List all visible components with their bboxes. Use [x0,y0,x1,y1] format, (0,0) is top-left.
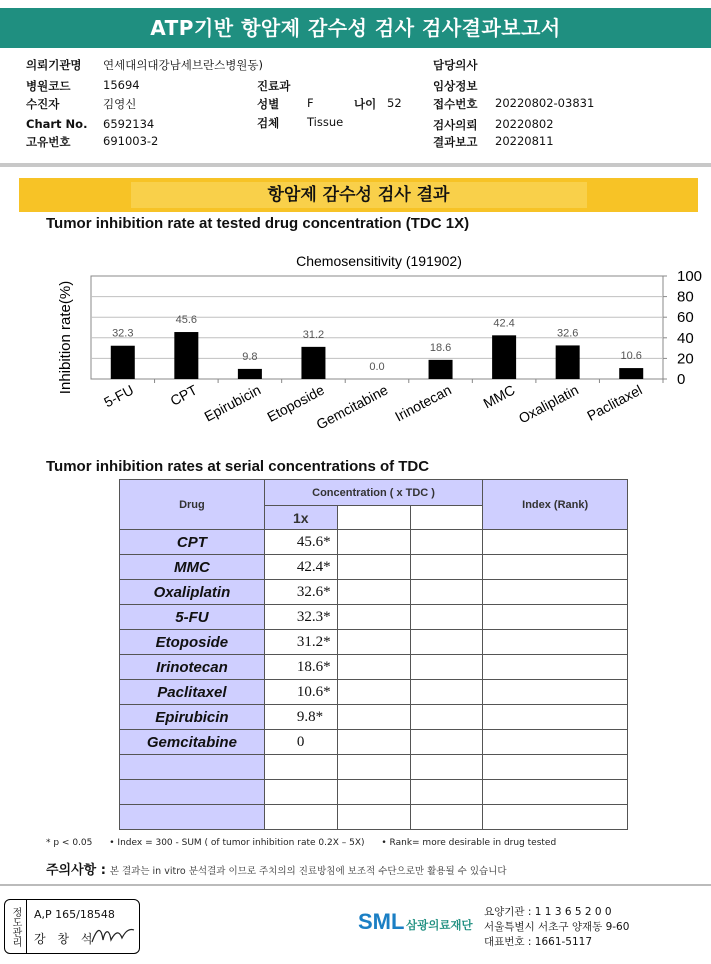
drug-name: Gemcitabine [120,730,265,755]
conc-1x-value [264,805,337,830]
index-rank-cell [483,630,628,655]
quality-control-stamp [4,899,140,954]
bar [619,368,643,379]
accession-value: 20220802-03831 [495,96,595,110]
conc-empty-cell [410,530,483,555]
conc-empty-cell [410,780,483,805]
bar [174,332,198,379]
index-rank-cell [483,655,628,680]
data-label: 18.6 [429,341,452,354]
table-row [120,605,628,630]
concentration-table [119,479,628,830]
index-rank-cell [483,680,628,705]
report-date-label: 결과보고 [433,135,478,149]
table-row [120,730,628,755]
patient-value: 김영신 [103,97,137,111]
index-rank-cell [483,780,628,805]
signature-icon [89,922,137,948]
clinical-label: 임상정보 [433,79,478,93]
index-rank-cell [483,805,628,830]
sex-label: 성별 [257,97,280,111]
x-tick-label: CPT [167,381,200,409]
conc-empty-cell [337,805,410,830]
drug-name: Epirubicin [120,705,265,730]
y-tick-label: 80 [677,288,694,306]
y-tick-label: 100 [677,268,703,285]
conc-empty-cell [337,705,410,730]
conc-1x-value [264,755,337,780]
conc-empty-cell [337,780,410,805]
data-label: 10.6 [620,350,642,363]
index-rank-cell [483,530,628,555]
age-value: 52 [387,96,402,110]
y-tick-label: 20 [677,350,694,368]
conc-empty-cell [410,730,483,755]
table-row [120,655,628,680]
drug-name [120,805,265,830]
index-note: • Index = 300 - SUM ( of tumor inhibition rate 0.2X – 5X) [109,838,365,848]
y-tick-label: 40 [677,329,694,347]
x-tick-label: Gemcitabine [313,381,391,433]
conc-1x-value: 32.6* [264,580,337,605]
caution-text: 본 결과는 in vitro 분석결과 이므로 주치의의 진료방침에 보조적 수단으로만 활용될 수 있습니다 [109,866,507,877]
report-date-value: 20220811 [495,134,554,148]
conc-empty-cell [337,755,410,780]
conc-empty-header [337,506,410,530]
conc-empty-header [410,506,483,530]
drug-name: Paclitaxel [120,680,265,705]
concentration-header: Concentration ( x TDC ) [264,480,483,506]
conc-empty-cell [337,680,410,705]
id-value: 691003-2 [103,134,159,148]
hospital-label: 의뢰기관명 [26,58,82,72]
conc-1x-value: 45.6* [264,530,337,555]
drug-name: Oxaliplatin [120,580,265,605]
data-label: 0.0 [369,361,385,373]
bar [556,345,580,379]
bar [429,360,453,379]
table-heading: Tumor inhibition rates at serial concentrations of TDC [46,458,430,475]
x-tick-label: Epirubicin [201,381,264,425]
conc-empty-cell [410,555,483,580]
index-rank-cell [483,555,628,580]
rank-note: • Rank= more desirable in drug tested [381,838,557,848]
chart-no-value: 6592134 [103,117,155,131]
table-row [120,530,628,555]
table-row [120,555,628,580]
org-code: 요양기관 : 1 1 3 6 5 2 0 0 [484,906,612,918]
footnotes [46,838,556,848]
index-rank-cell [483,605,628,630]
table-row [120,680,628,705]
table-row [120,580,628,605]
bar [238,369,262,379]
conc-1x-value: 10.6* [264,680,337,705]
dept-label: 진료과 [257,79,291,93]
data-label: 32.3 [112,327,134,340]
org-phone: 대표번호 : 1661-5117 [484,936,593,948]
conc-empty-cell [410,705,483,730]
code-label: 병원코드 [26,79,71,93]
conc-empty-cell [410,605,483,630]
chart-no-label: Chart No. [26,117,88,131]
accession-label: 접수번호 [433,97,478,111]
table-body [120,530,628,830]
request-value: 20220802 [495,117,554,131]
x-tick-label: MMC [480,381,518,412]
drug-name: 5-FU [120,605,265,630]
conc-empty-cell [337,655,410,680]
data-label: 42.4 [493,317,515,330]
age-label: 나이 [354,97,377,111]
table-row [120,805,628,830]
logo-mark: SML [358,909,405,934]
chemosensitivity-chart [0,245,711,460]
conc-1x-value: 9.8* [264,705,337,730]
conc-1x-value: 31.2* [264,630,337,655]
caution-label: 주의사항 : [46,863,106,878]
chart-heading: Tumor inhibition rate at tested drug concentration (TDC 1X) [46,215,470,232]
y-tick-label: 0 [677,371,686,388]
divider [0,163,711,167]
conc-1x-value: 32.3* [264,605,337,630]
request-label: 검사의뢰 [433,118,478,132]
drug-name: MMC [120,555,265,580]
bar [301,347,325,379]
conc-empty-cell [337,555,410,580]
index-rank-cell [483,705,628,730]
stamp-line1: A,P 165/18548 [34,908,115,921]
drug-name: CPT [120,530,265,555]
specimen-label: 검체 [257,116,280,130]
conc-empty-cell [410,655,483,680]
index-rank-header: Index (Rank) [483,480,628,530]
index-rank-cell [483,755,628,780]
conc-empty-cell [337,530,410,555]
index-rank-cell [483,580,628,605]
data-label: 31.2 [302,328,325,341]
result-section-title [19,178,698,212]
report-title: ATP기반 항암제 감수성 검사 검사결과보고서 [0,8,711,48]
conc-empty-cell [410,580,483,605]
drug-name: Etoposide [120,630,265,655]
bar [492,335,516,379]
org-address: 서울특별시 서초구 양재동 9-60 [484,921,630,933]
conc-empty-cell [410,805,483,830]
x-tick-label: Etoposide [264,381,327,425]
drug-name [120,755,265,780]
conc-1x-value: 42.4* [264,555,337,580]
x-tick-label: Paclitaxel [584,381,645,424]
conc-1x-value: 18.6* [264,655,337,680]
data-label: 45.6 [175,314,198,327]
conc-empty-cell [337,580,410,605]
y-axis-label: Inhibition rate(%) [57,280,74,395]
table-row [120,630,628,655]
drug-name: Irinotecan [120,655,265,680]
result-title-text: 항암제 감수성 검사 결과 [267,185,450,205]
org-name: 삼광의료재단 [406,918,473,932]
drug-name [120,780,265,805]
hospital-value: 연세대의대강남세브란스병원동) [103,58,264,72]
patient-label: 수진자 [26,97,60,111]
y-tick-label: 60 [677,309,694,327]
chart-title: Chemosensitivity (191902) [296,253,462,269]
footer-divider [0,884,711,886]
conc-empty-cell [410,755,483,780]
conc-1x-value [264,780,337,805]
conc-empty-cell [410,630,483,655]
doctor-label: 담당의사 [433,58,478,72]
sex-value: F [307,96,314,110]
bar [111,346,135,379]
conc-empty-cell [337,605,410,630]
conc-empty-cell [337,730,410,755]
conc-empty-cell [410,680,483,705]
conc-empty-cell [337,630,410,655]
table-row [120,755,628,780]
caution-note [46,859,507,878]
table-row [120,705,628,730]
org-contact [484,905,629,950]
data-label: 32.6 [556,327,579,340]
id-label: 고유번호 [26,135,71,149]
stamp-label: 정도관리 [5,900,27,953]
specimen-value: Tissue [307,115,344,129]
p-value-note: * p < 0.05 [46,838,93,848]
x-tick-label: 5-FU [101,381,137,411]
data-label: 9.8 [242,350,258,363]
x-tick-label: Oxaliplatin [515,381,582,427]
code-value: 15694 [103,78,140,92]
conc-1x-value: 0 [264,730,337,755]
stamp-line2: 강 창 석 [34,932,97,946]
drug-column-header: Drug [120,480,265,530]
x-tick-label: Irinotecan [392,381,454,425]
index-rank-cell [483,730,628,755]
table-row [120,780,628,805]
conc-1x-header: 1x [264,506,337,530]
